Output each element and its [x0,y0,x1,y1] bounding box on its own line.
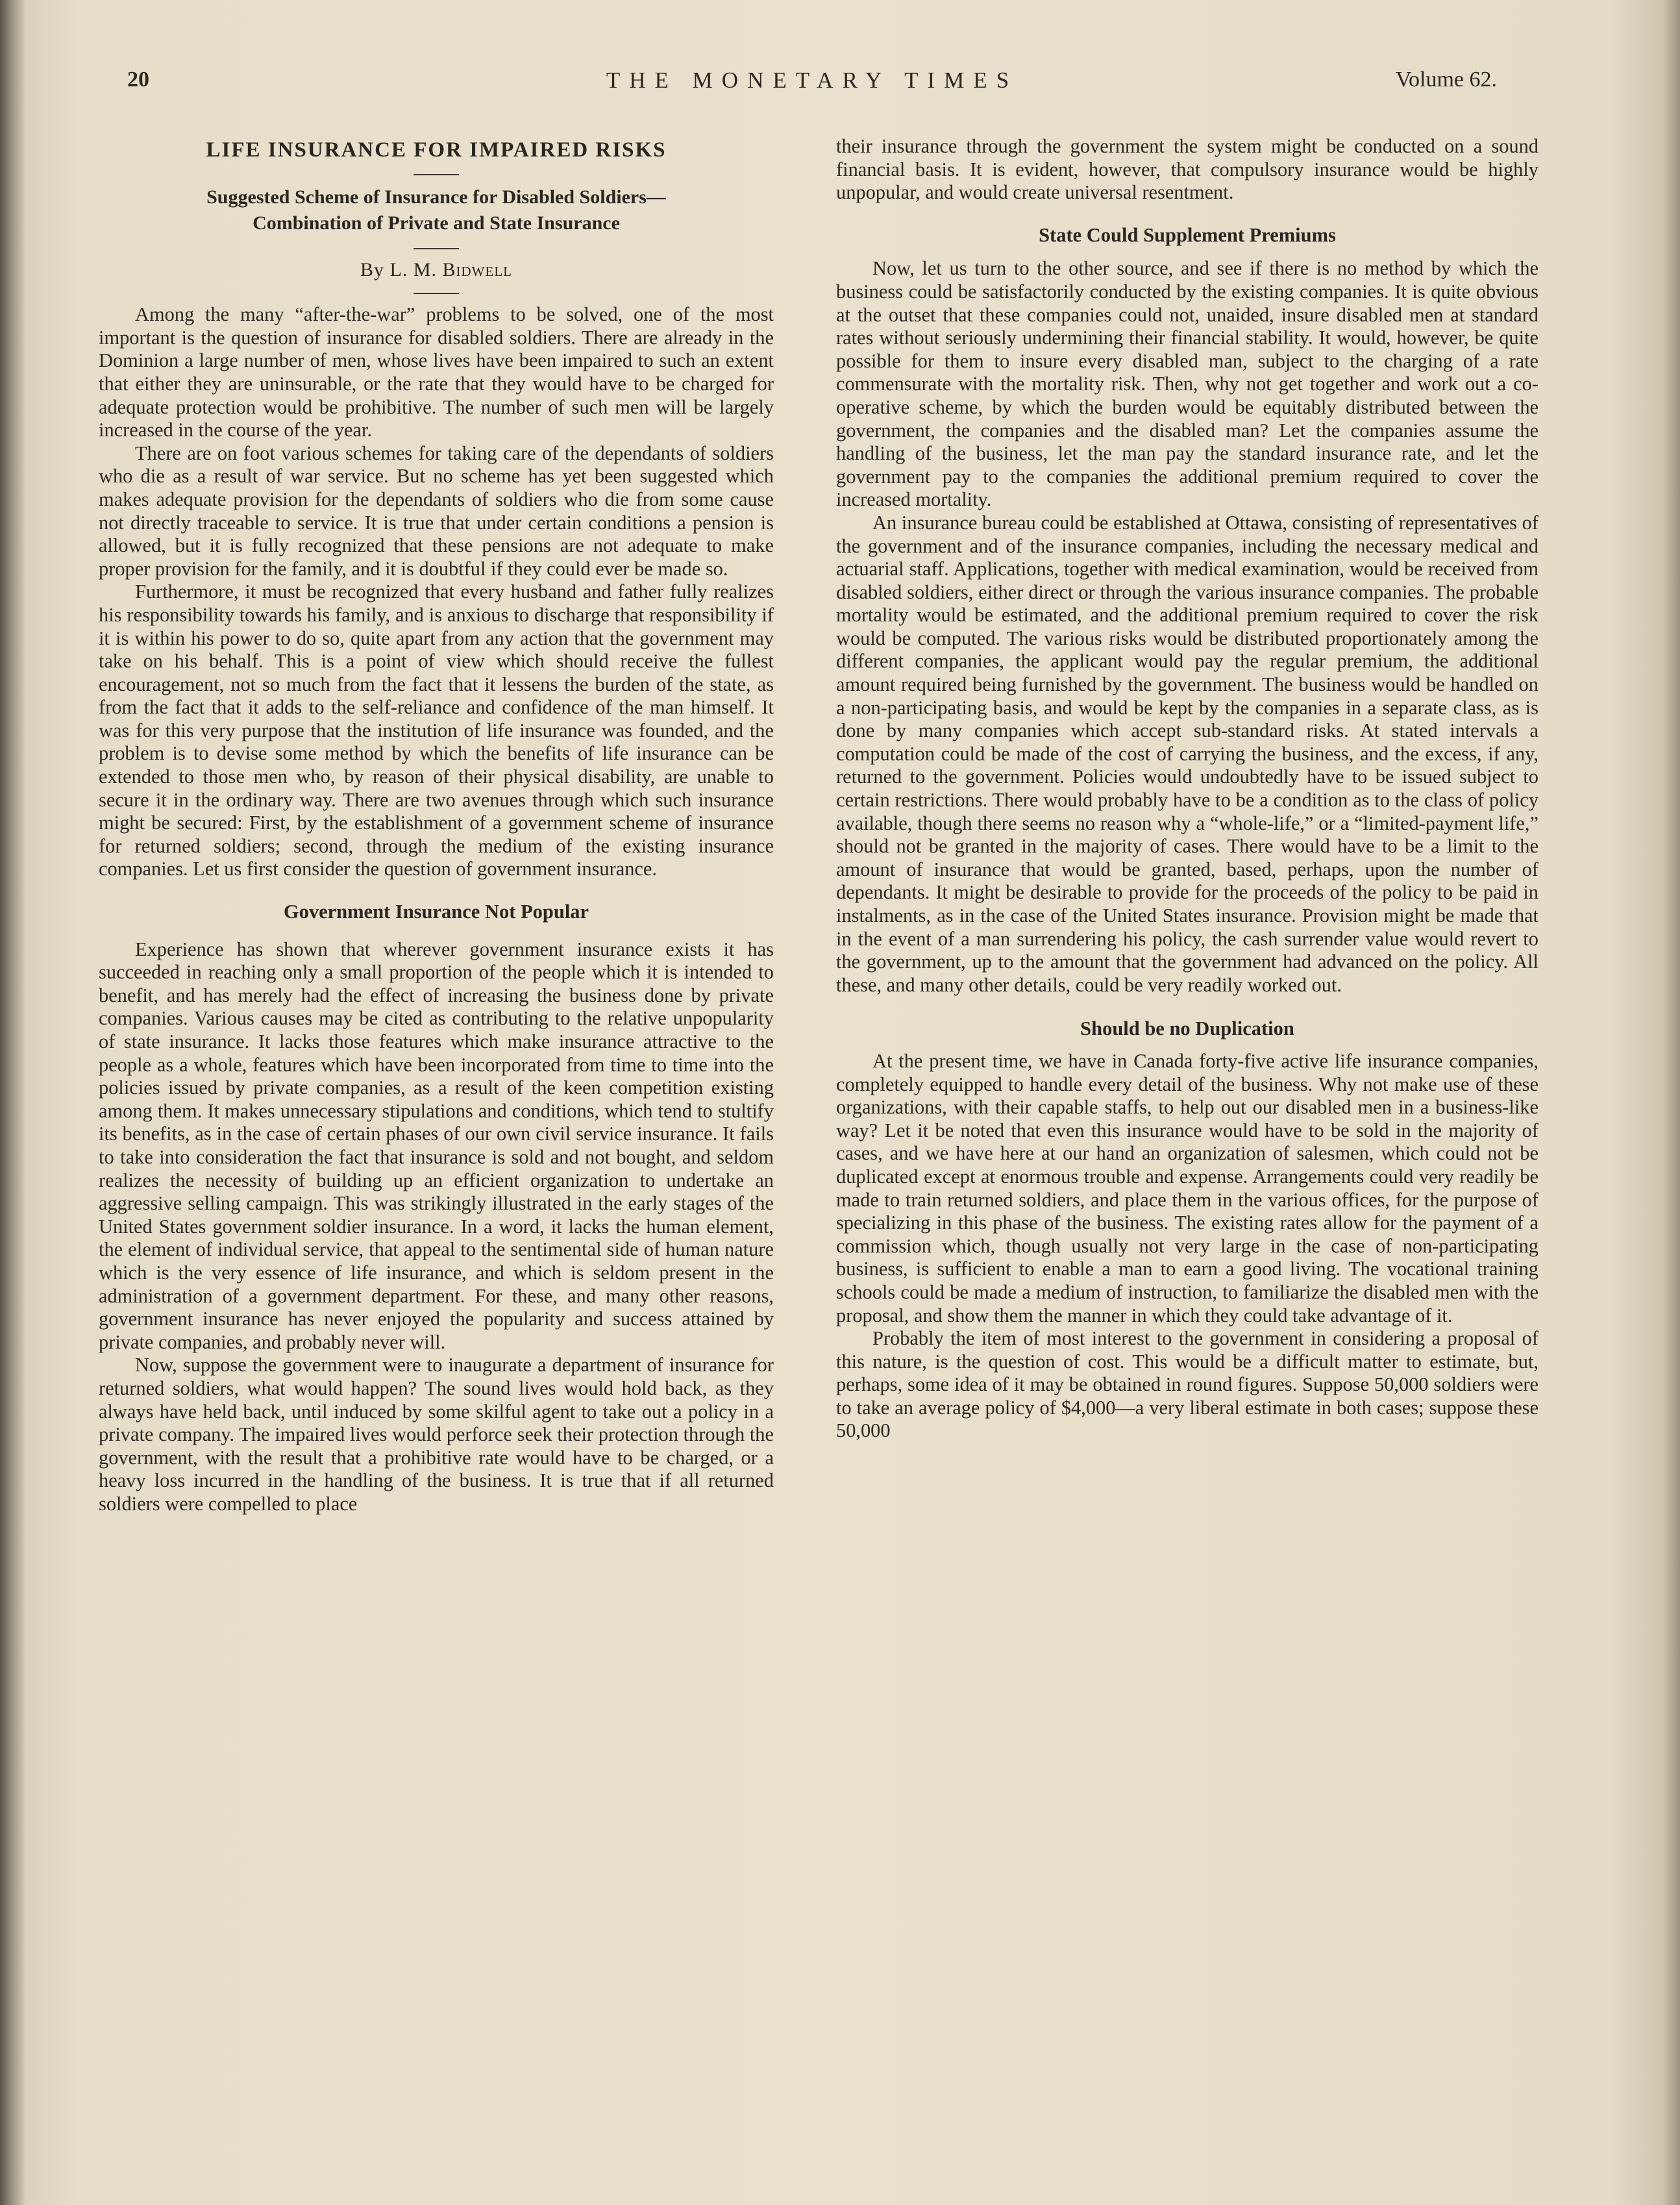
continued-paragraph: their insurance through the government the system might be conducted on a sound financial basis. It is evident, however, that compulsory insurance would be highly unpopular, and would create universal resentment. [836,135,1538,204]
page-number: 20 [127,68,149,92]
article-subtitle-line-1: Suggested Scheme of Insurance for Disabled Soldiers— [206,186,666,208]
body-paragraph: Now, let us turn to the other source, and see if there is no method by which the business could be satisfactorily conducted by the existing companies. It is quite obvious at the outset that these companies could not, unaided, insure disabled men at standard rates without seriously undermining their financial stability. It would, however, be quite possible for them to insure every disabled man, subject to the charging of a rate commensurate with the mortality risk. Then, why not get together and work out a co-operative scheme, by which the burden would be equitably distributed between the government, the companies and the disabled man? Let the companies assume the handling of the business, let the man pay the standard insurance rate, and let the government pay to the companies the additional premium required to cover the increased mortality. [836,257,1538,511]
body-paragraph: Experience has shown that wherever government insurance exists it has succeeded in reaching only a small proportion of the people which it is intended to benefit, and has merely had the effect of increasing the business done by private companies. Various causes may be cited as contributing to the relative unpopularity of state insurance. It lacks those features which make insurance attractive to the people as a whole, features which have been incorporated from time to time into the policies issued by private companies, as a result of the keen competition existing among them. It makes unnecessary stipulations and conditions, which tend to stultify its benefits, as in the case of certain phases of our own civil service insurance. It fails to take into consideration the fact that insurance is sold and not bought, and seldom realizes the necessity of building up an efficient organization to undertake an aggressive selling campaign. This was strikingly illustrated in the early stages of the United States government soldier insurance. In a word, it lacks the human element, the element of individual service, that appeal to the sentimental side of human nature which is the very essence of life insurance, and which is seldom present in the administration of a government department. For these, and many other reasons, government insurance has never enjoyed the popularity and success attained by private companies, and probably never will. [99,938,774,1353]
body-paragraph: Furthermore, it must be recognized that every husband and father fully realizes his responsibility towards his family, and is anxious to discharge that responsibility if it is within his power to do so, quite apart from any action that the government may take on his behalf. This is a point of view which should receive the fullest encouragement, not so much from the fact that it lessens the burden of the state, as from the fact that it adds to the self-reliance and confidence of the man himself. It was for this very purpose that the institution of life insurance was founded, and the problem is to devise some method by which the benefits of life insurance can be extended to those men who, by reason of their physical disability, are unable to secure it in the ordinary way. There are two avenues through which such insurance might be secured: First, by the establishment of a government scheme of insurance for returned soldiers; second, through the medium of the existing insurance companies. Let us first consider the question of government insurance. [99,580,774,880]
subtitle-rule [414,248,459,249]
section-heading-government-insurance: Government Insurance Not Popular [283,901,589,923]
article-subtitle-line-2: Combination of Private and State Insurance [253,212,620,234]
body-paragraph: Now, suppose the government were to inaugurate a department of insurance for returned soldiers, what would happen? The sound lives would hold back, as they always have held back, until induced by some skilful agent to take out a policy in a private company. The impaired lives would perforce seek their protection through the government, with the result that a prohibitive rate would have to be charged, or a heavy loss incurred in the handling of the business. It is true that if all returned soldiers were compelled to place [99,1354,774,1515]
article-title: LIFE INSURANCE FOR IMPAIRED RISKS [206,138,667,162]
body-paragraph: An insurance bureau could be established at Ottawa, consisting of representatives of the government and of the insurance companies, including the necessary medical and actuarial staff. Applications, together with medical examination, would be received from disabled soldiers, either direct or through the various insurance companies. The probable mortality would be estimated, and the additional premium required to cover the risk would be computed. The various risks would be distributed proportionately among the different companies, the applicant would pay the regular premium, the additional amount required being furnished by the government. The business would be handled on a non-participating basis, and would be kept by the companies in a separate class, as is done by many companies which accept sub-standard risks. At stated intervals a computation could be made of the cost of carrying the business, and the excess, if any, returned to the government. Policies would undoubtedly have to be issued subject to certain restrictions. There would probably have to be a condition as to the class of policy available, though there seems no reason why a “whole-life,” or a “limited-payment life,” should not be granted in the majority of cases. There would have to be a limit to the amount of insurance that would be granted, based, perhaps, upon the number of dependants. It might be desirable to provide for the proceeds of the policy to be paid in instalments, as in the case of the United States insurance. Provision might be made that in the event of a man surrendering his policy, the cash surrender value would revert to the government, up to the amount that the government had advanced on the policy. All these, and many other details, could be very readily worked out. [836,511,1538,996]
section-heading-state-supplement: State Could Supplement Premiums [1039,223,1336,246]
volume-label: Volume 62. [1395,68,1497,92]
title-rule [414,174,459,175]
body-paragraph: There are on foot various schemes for taking care of the dependants of soldiers who die as a result of war service. But no scheme has yet been suggested which makes adequate provision for the dependants of soldiers who die from some cause not directly traceable to service. It is true that under certain conditions a pension is allowed, but it is fully recognized that these pensions are not adequate to make proper provision for the family, and it is doubtful if they could ever be made so. [99,442,774,580]
byline-author: L. M. Bidwell [389,258,512,280]
page-header [127,68,1497,106]
byline [99,258,774,282]
right-column [836,135,1538,1443]
body-paragraph: Among the many “after-the-war” problems to be solved, one of the most important is the question of insurance for disabled soldiers. There are already in the Dominion a large number of men, whose lives have been impaired to such an extent that either they are uninsurable, or the rate that they would have to be charged for adequate protection would be prohibitive. The number of such men will be largely increased in the course of the year. [99,303,774,442]
body-paragraph: At the present time, we have in Canada forty-five active life insurance companies, completely equipped to handle every detail of the business. Why not make use of these organizations, with their capable staffs, to help out our disabled men in a business-like way? Let it be noted that even this insurance would have to be sold in the majority of cases, and we have here at our hand an organization of salesmen, which could not be duplicated except at enormous trouble and expense. Arrangements could very readily be made to train returned soldiers, and place them in the various offices, for the purpose of specializing in this phase of the business. The existing rates allow for the payment of a commission which, though usually not very large in the case of non-participating business, is sufficient to enable a man to earn a good living. The vocational training schools could be made a medium of instruction, to familiarize the disabled men with the proposal, and show them the manner in which they could take advantage of it. [836,1049,1538,1327]
section-heading-no-duplication: Should be no Duplication [1080,1017,1294,1040]
byline-rule [414,293,459,294]
publication-title: THE MONETARY TIMES [606,68,1019,93]
left-column [99,130,774,1515]
byline-prefix: By [360,258,385,280]
body-paragraph: Probably the item of most interest to the government in considering a proposal of this nature, is the question of cost. This would be a difficult matter to estimate, but, perhaps, some idea of it may be obtained in round figures. Suppose 50,000 soldiers were to take an average policy of $4,000—a very liberal estimate in both cases; suppose these 50,000 [836,1327,1538,1442]
